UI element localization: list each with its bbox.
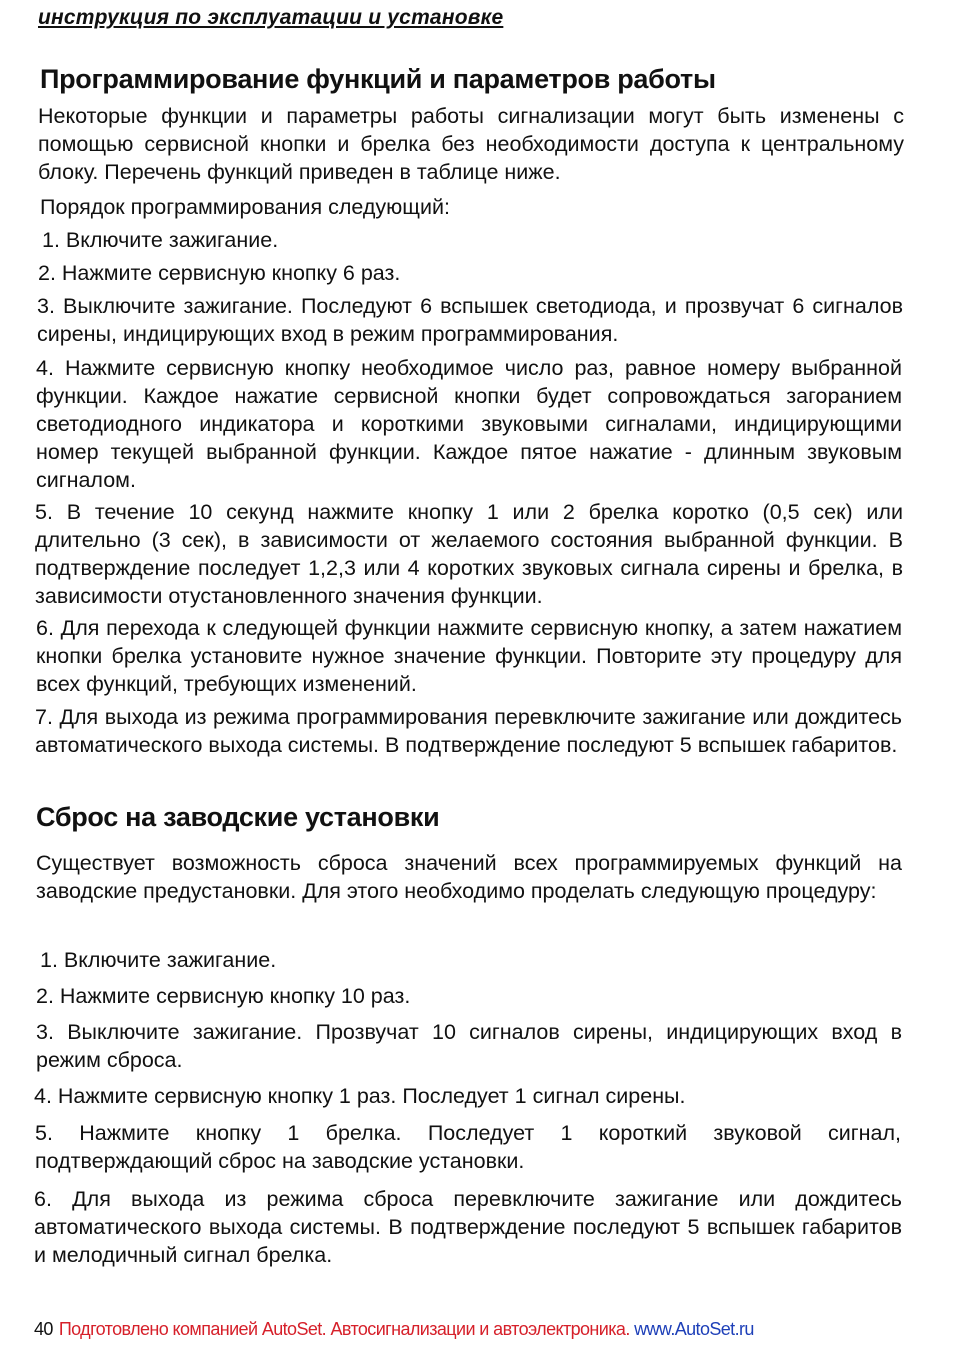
programming-step-6: 6. Для перехода к следующей функции нажмите сервисную кнопку, а затем нажатием кнопки брелка установите нужное значение функции. Повторите эту процедуру для всех функций, требующих изменений. <box>36 616 902 696</box>
reset-step-5: 5. Нажмите кнопку 1 брелка. Последует 1 короткий звуковой сигнал, подтверждающий сброс на заводские установки. <box>35 1121 901 1173</box>
programming-step-7: 7. Для выхода из режима программирования перевключите зажигание или дождитесь автоматического выхода системы. В подтверждение последуют 5 вспышек габаритов. <box>35 705 902 757</box>
programming-step-1: 1. Включите зажигание. <box>42 228 279 252</box>
page-footer <box>34 1319 754 1340</box>
programming-step-3: 3. Выключите зажигание. Последуют 6 вспышек светодиода, и прозвучат 6 сигналов сирены, индицирующих вход в режим программирования. <box>37 294 903 346</box>
section-heading-programming: Программирование функций и параметров работы <box>40 64 716 94</box>
reset-step-2: 2. Нажмите сервисную кнопку 10 раз. <box>36 984 411 1008</box>
reset-step-3: 3. Выключите зажигание. Прозвучат 10 сигналов сирены, индицирующих вход в режим сброса. <box>36 1020 902 1072</box>
reset-step-6: 6. Для выхода из режима сброса перевключите зажигание или дождитесь автоматического выхода системы. В подтверждение последуют 5 вспышек габаритов и мелодичный сигнал брелка. <box>34 1187 902 1267</box>
programming-intro: Некоторые функции и параметры работы сигнализации могут быть изменены с помощью сервисной кнопки и брелка без необходимости доступа к центральному блоку. Перечень функций приведен в таблице ниже. <box>38 104 904 184</box>
programming-step-2: 2. Нажмите сервисную кнопку 6 раз. <box>38 261 401 285</box>
section-heading-reset: Сброс на заводские установки <box>36 802 440 832</box>
footer-credit: Подготовлено компанией AutoSet. Автосигнализации и автоэлектроника. <box>58 1319 630 1339</box>
reset-step-1: 1. Включите зажигание. <box>40 948 277 972</box>
reset-step-4: 4. Нажмите сервисную кнопку 1 раз. Последует 1 сигнал сирены. <box>34 1084 686 1108</box>
programming-step-4: 4. Нажмите сервисную кнопку необходимое число раз, равное номеру выбранной функции. Каждое нажатие сервисной кнопки будет сопровождаться загоранием светодиодного индикатора и короткими звуковыми сигналами, индицирующими номер текущей выбранной функции. Каждое пятое нажатие - длинным звуковым сигналом. <box>36 356 902 492</box>
running-header: инструкция по эксплуатации и установке <box>38 6 504 29</box>
programming-order: Порядок программирования следующий: <box>40 195 450 219</box>
footer-link[interactable]: www.AutoSet.ru <box>634 1319 754 1339</box>
page-number: 40 <box>34 1319 53 1339</box>
programming-step-5: 5. В течение 10 секунд нажмите кнопку 1 или 2 брелка коротко (0,5 сек) или длительно (3 сек), в зависимости от желаемого состояния выбранной функции. В подтверждение последует 1,2,3 или 4 коротких звуковых сигнала сирены и брелка, в зависимости отустановленного значения функции. <box>35 500 903 608</box>
reset-intro: Существует возможность сброса значений всех программируемых функций на заводские предустановки. Для этого необходимо проделать следующую процедуру: <box>36 851 902 903</box>
